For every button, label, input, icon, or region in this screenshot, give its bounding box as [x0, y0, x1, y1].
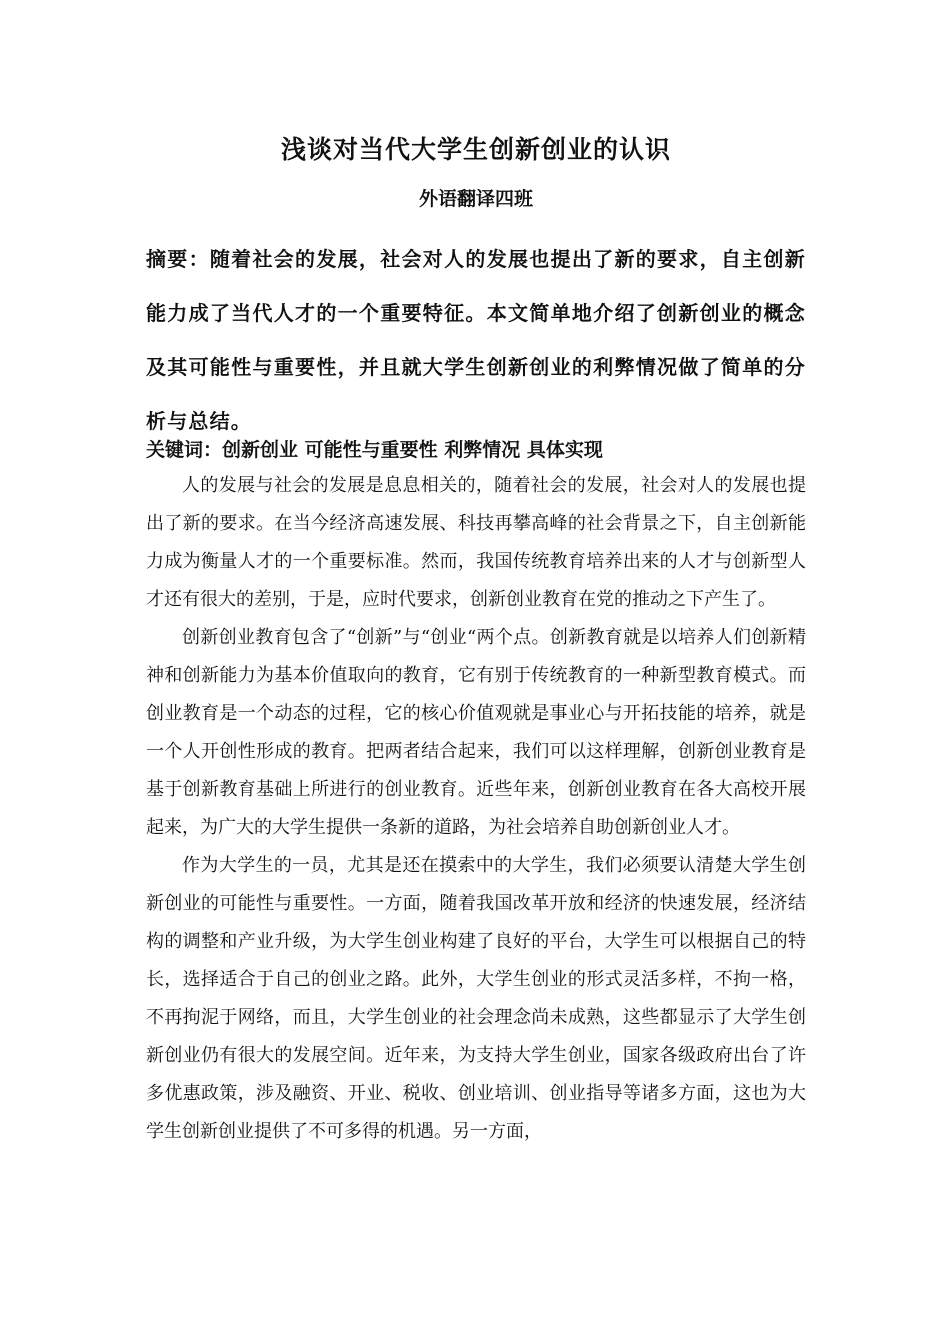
body-paragraph: 人的发展与社会的发展是息息相关的，随着社会的发展，社会对人的发展也提出了新的要求。在当今经济高速发展、科技再攀高峰的社会背景之下，自主创新能力成为衡量人才的一个重要标准。然而，我国传统教育培养出来的人才与创新型人才还有很大的差别，于是，应时代要求，创新创业教育在党的推动之下产生了。 — [146, 475, 806, 610]
document-title: 浅谈对当代大学生创新创业的认识 — [280, 135, 671, 164]
body-paragraph: 作为大学生的一员，尤其是还在摸索中的大学生，我们必须要认清楚大学生创新创业的可能性与重要性。一方面，随着我国改革开放和经济的快速发展，经济结构的调整和产业升级，为大学生创业构建了良好的平台，大学生可以根据自己的特长，选择适合于自己的创业之路。此外，大学生创业的形式灵活多样，不拘一格，不再拘泥于网络，而且，大学生创业的社会理念尚未成熟，这些都显示了大学生创新创业仍有很大的发展空间。近年来，为支持大学生创业，国家各级政府出台了许多优惠政策，涉及融资、开业、税收、创业培训、创业指导等诸多方面，这也为大学生创新创业提供了不可多得的机遇。另一方面， — [146, 855, 806, 1142]
body-text — [146, 467, 806, 1151]
abstract: 摘要：随着社会的发展，社会对人的发展也提出了新的要求，自主创新能力成了当代人才的一个重要特征。本文简单地介绍了创新创业的概念及其可能性与重要性，并且就大学生创新创业的利弊情况做了简单的分析与总结。 — [146, 247, 806, 433]
body-paragraph: 创新创业教育包含了“创新”与“创业“两个点。创新教育就是以培养人们创新精神和创新能力为基本价值取向的教育，它有别于传统教育的一种新型教育模式。而创业教育是一个动态的过程，它的核心价值观就是事业心与开拓技能的培养，就是一个人开创性形成的教育。把两者结合起来，我们可以这样理解，创新创业教育是基于创新教育基础上所进行的创业教育。近些年来，创新创业教育在各大高校开展起来，为广大的大学生提供一条新的道路，为社会培养自助创新创业人才。 — [146, 627, 806, 838]
keywords: 关键词：创新创业 可能性与重要性 利弊情况 具体实现 — [146, 439, 603, 461]
document-author: 外语翻译四班 — [418, 188, 533, 210]
